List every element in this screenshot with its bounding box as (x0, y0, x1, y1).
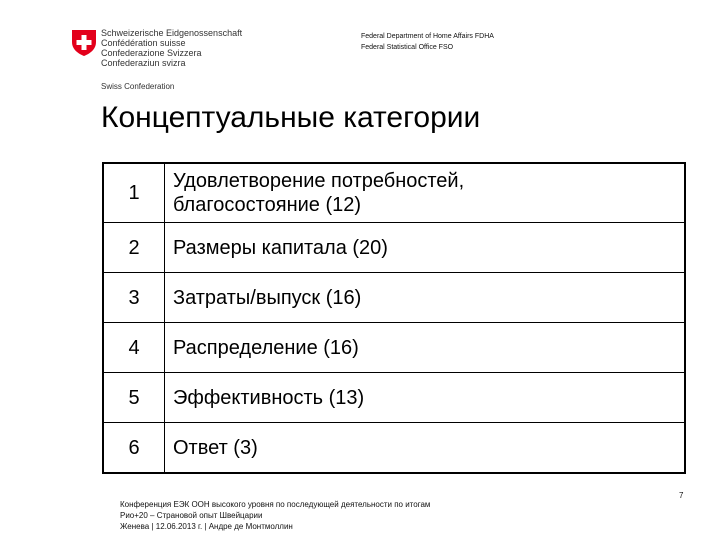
page-title: Концептуальные категории (101, 101, 481, 134)
table-row (103, 163, 685, 223)
department-name: Federal Department of Home Affairs FDHA (361, 33, 494, 40)
table-row (103, 423, 685, 474)
category-label: Затраты/выпуск (16) (165, 273, 686, 323)
category-label (165, 163, 686, 223)
table-row (103, 223, 685, 273)
category-label: Распределение (16) (165, 323, 686, 373)
swiss-coat-of-arms-icon (70, 29, 98, 57)
federation-name-it: Confederazione Svizzera (101, 48, 202, 58)
category-number: 3 (103, 273, 165, 323)
footer-line: Конференция ЕЭК ООН высокого уровня по последующей деятельности по итогам (120, 500, 431, 509)
swiss-confederation-label: Swiss Confederation (101, 82, 175, 91)
table-row (103, 323, 685, 373)
category-label: Эффективность (13) (165, 373, 686, 423)
categories-table (102, 162, 686, 474)
department-block (361, 31, 494, 53)
category-number: 5 (103, 373, 165, 423)
office-name: Federal Statistical Office FSO (361, 44, 454, 51)
category-label-line: благосостояние (12) (173, 194, 362, 216)
category-number: 4 (103, 323, 165, 373)
federation-names (101, 28, 242, 68)
federation-name-rm: Confederaziun svizra (101, 58, 186, 68)
footer-line: Рио+20 – Страновой опыт Швейцарии (120, 511, 263, 520)
footer-line: Женева | 12.06.2013 г. | Андре де Монтмоллин (120, 522, 293, 531)
page-number: 7 (679, 491, 684, 500)
category-label-line: Удовлетворение потребностей, (173, 170, 465, 192)
table-row (103, 373, 685, 423)
category-number: 2 (103, 223, 165, 273)
category-number: 6 (103, 423, 165, 474)
category-label: Ответ (3) (165, 423, 686, 474)
table-row (103, 273, 685, 323)
federation-name-de: Schweizerische Eidgenossenschaft (101, 28, 243, 38)
category-label: Размеры капитала (20) (165, 223, 686, 273)
category-number: 1 (103, 163, 165, 223)
footer-text (120, 499, 430, 532)
federation-name-fr: Confédération suisse (101, 38, 186, 48)
